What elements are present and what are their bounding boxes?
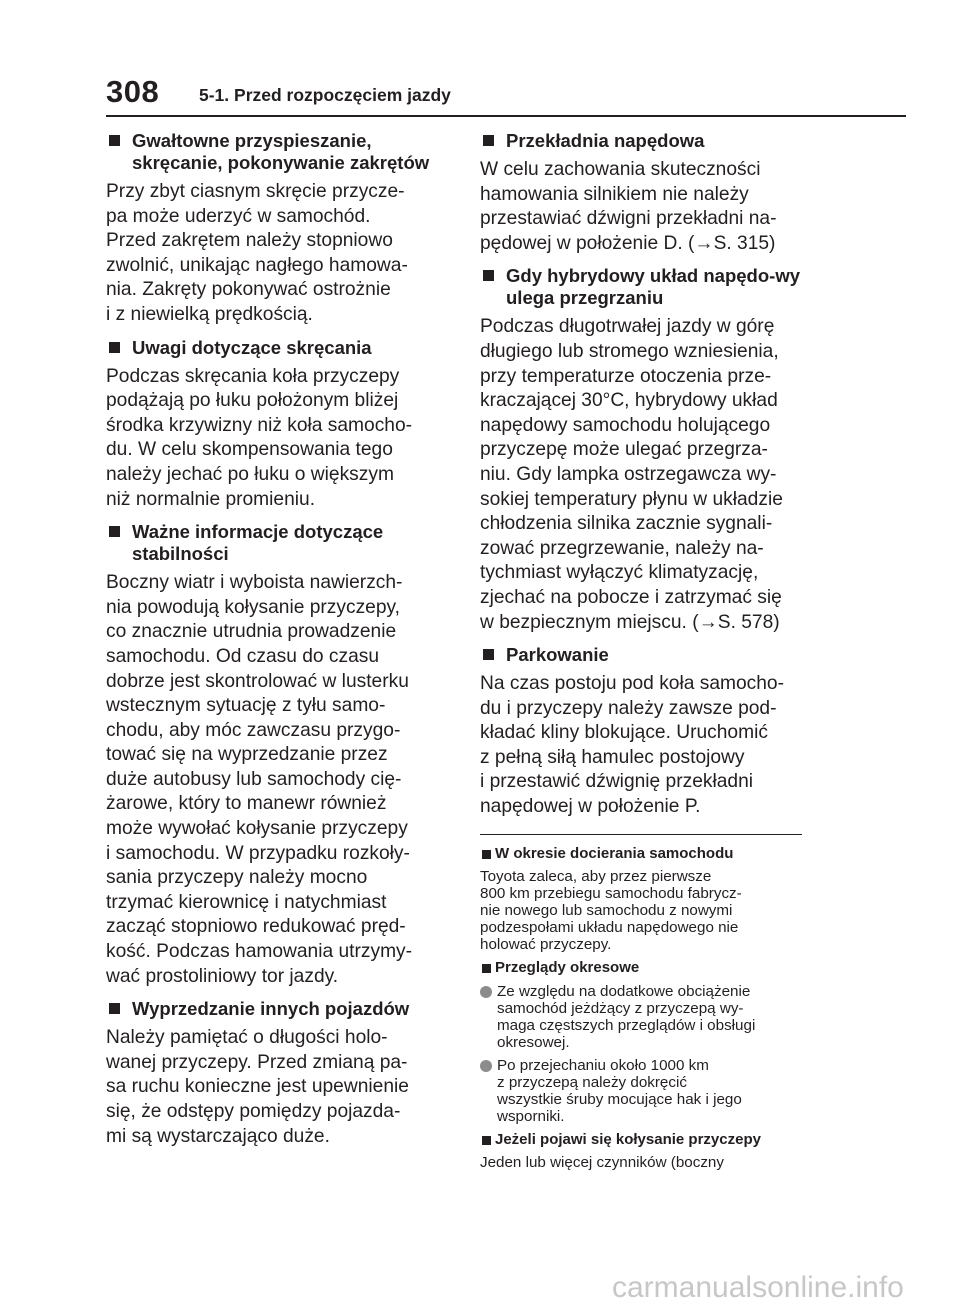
circle-bullet-icon bbox=[480, 986, 492, 998]
page-number: 308 bbox=[106, 74, 160, 109]
note-heading-inspections: Przeglądy okresowe bbox=[480, 959, 810, 977]
paragraph-sudden-acceleration: Przy zbyt ciasnym skręcie przycze- pa może uderzyć w samochód. Przed zakrętem należy stopniowo zwolnić, unikając nagłego hamowa- nia. Zakręty pokonywać ostrożnie i z niewielką prędkością. bbox=[106, 181, 408, 325]
note-bullet-tighten-bolts: Po przejechaniu około 1000 km z przyczepą należy dokręcić wszystkie śruby mocujące hak i jego wsporniki. bbox=[480, 1057, 810, 1125]
paragraph-stability: Boczny wiatr i wyboista nawierzch- nia powodują kołysanie przyczepy, co znacznie utrudnia prowadzenie samochodu. Od czasu do czasu dobrze jest skontrolować w lusterku wstecznym sytuację z tyłu samo- chodu, aby móc zawczasu przygo- tować się na wyprzedzanie przez duże autobusy lub samochody cię- żarowe, który to manewr również może wywołać kołysanie przyczepy i samochodu. W przypadku rozkoły- sania przyczepy należy mocno trzymać kierownicę i natychmiast zacząć stopniowo redukować pręd- kość. Podczas hamowania utrzymy- wać prostoliniowy tor jazdy. bbox=[106, 572, 413, 987]
square-bullet-icon bbox=[109, 135, 120, 146]
heading-overtaking: Wyprzedzanie innych pojazdów bbox=[106, 998, 458, 1020]
square-bullet-icon bbox=[483, 649, 494, 660]
note-heading-sway: Jeżeli pojawi się kołysanie przyczepy bbox=[480, 1131, 810, 1149]
heading-stability: Ważne informacje dotyczące stabilności bbox=[106, 521, 458, 565]
square-bullet-icon bbox=[109, 342, 120, 353]
paragraph-turning: Podczas skręcania koła przyczepy podążają po łuku położonym bliżej środka krzywizny niż koła samocho- du. W celu skompensowania tego należy jechać po łuku o większym niż normalnie promieniu. bbox=[106, 365, 413, 510]
heading-transmission: Przekładnia napędowa bbox=[480, 130, 810, 152]
section-title: 5-1. Przed rozpoczęciem jazdy bbox=[199, 85, 451, 105]
right-column bbox=[480, 126, 810, 1175]
paragraph-overheating: Podczas długotrwałej jazdy w górę długiego lub stromego wzniesienia, przy temperaturze otoczenia prze- kraczającej 30°C, hybrydowy układ napędowy samochodu holującego przyczepę może ulegać przegrza- niu. Gdy lampka ostrzegawcza wy- sokiej temperatury płynu w układzie chłodzenia silnika zacznie sygnali- zować przegrzewanie, należy na- tychmiast wyłączyć klimatyzację, zjechać na pobocze i zatrzymać się w bezpiecznym miejscu. (→S. 578) bbox=[480, 316, 783, 633]
paragraph-transmission: W celu zachowania skuteczności hamowania silnikiem nie należy przestawiać dźwigni przekładni na- pędowej w położenie D. (→S. 315) bbox=[480, 159, 777, 254]
square-bullet-icon bbox=[482, 964, 491, 973]
note-paragraph-sway: Jeden lub więcej czynników (boczny bbox=[480, 1153, 724, 1171]
heading-sudden-acceleration: Gwałtowne przyspieszanie, skręcanie, pokonywanie zakrętów bbox=[106, 130, 458, 174]
square-bullet-icon bbox=[109, 526, 120, 537]
paragraph-parking: Na czas postoju pod koła samocho- du i przyczepy należy zawsze pod- kładać kliny blokujące. Uruchomić z pełną siłą hamulec postojowy i przestawić dźwignię przekładni napędowej w położenie P. bbox=[480, 673, 784, 818]
heading-parking: Parkowanie bbox=[480, 644, 810, 666]
watermark-text: carmanualsonline.info bbox=[612, 1271, 904, 1304]
note-heading-break-in: W okresie docierania samochodu bbox=[480, 845, 810, 863]
circle-bullet-icon bbox=[480, 1060, 492, 1072]
heading-turning: Uwagi dotyczące skręcania bbox=[106, 337, 458, 359]
left-column bbox=[106, 126, 458, 1158]
square-bullet-icon bbox=[483, 270, 494, 281]
note-bullet-extra-load: Ze względu na dodatkowe obciążenie samochód jeżdżący z przyczepą wy- maga częstszych przeglądów i obsługi okresowej. bbox=[480, 983, 810, 1051]
heading-overheating: Gdy hybrydowy układ napędo-wy ulega przegrzaniu bbox=[480, 265, 810, 309]
page-header bbox=[0, 0, 960, 120]
paragraph-overtaking: Należy pamiętać o długości holo- wanej przyczepy. Przed zmianą pa- sa ruchu konieczne jest upewnienie się, że odstępy pomiędzy pojazda- mi są wystarczająco duże. bbox=[106, 1027, 409, 1147]
note-paragraph-break-in: Toyota zaleca, aby przez pierwsze 800 km przebiegu samochodu fabrycz- nie nowego lub samochodu z nowymi podzespołami układu napędowego nie holować przyczepy. bbox=[480, 867, 742, 953]
square-bullet-icon bbox=[482, 1136, 491, 1145]
square-bullet-icon bbox=[482, 850, 491, 859]
square-bullet-icon bbox=[483, 135, 494, 146]
notes-divider bbox=[480, 834, 802, 835]
header-divider bbox=[106, 115, 906, 117]
square-bullet-icon bbox=[109, 1003, 120, 1014]
